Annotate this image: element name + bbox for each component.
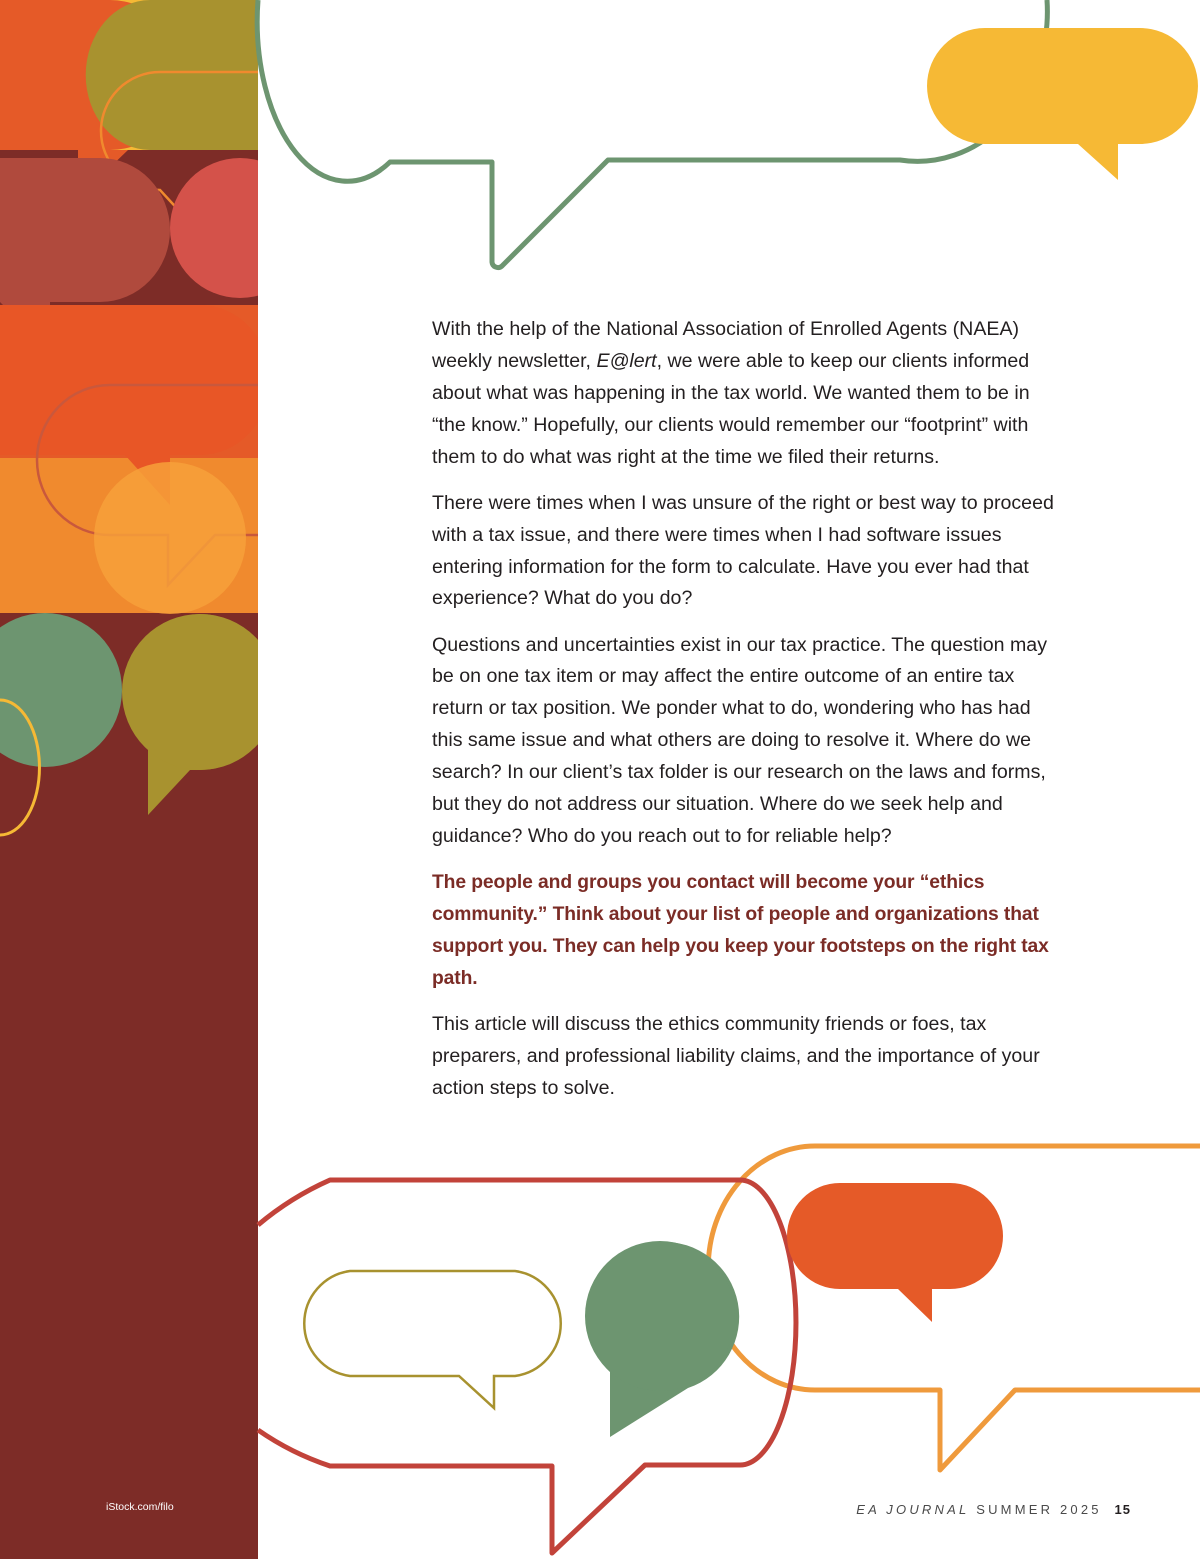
top-outline-bubble	[257, 0, 1047, 268]
speech-bubble-pattern-illustration	[0, 0, 258, 1559]
image-credit: iStock.com/filo	[106, 1501, 174, 1513]
issue-label: SUMMER 2025	[976, 1502, 1102, 1517]
paragraph-2: There were times when I was unsure of the right or best way to proceed with a tax issue, and there were times when I had software issues entering information for the form to calculate. Have you ever had that experience? What do you do?	[432, 491, 1054, 610]
paragraph-1-text: With the help of the National Association of Enrolled Agents (NAEA) weekly newsletter,	[432, 318, 1020, 372]
page-footer	[856, 1502, 1131, 1517]
red-outline-bubble	[258, 1180, 796, 1553]
olive-outline-bubble	[304, 1271, 560, 1408]
orange-red-bubble	[787, 1183, 1003, 1322]
yellow-bubble	[927, 28, 1198, 180]
pull-quote: The people and groups you contact will become your “ethics community.” Think about your list of people and organizations that support you. They can help you keep your footsteps on the right tax path.	[432, 872, 1049, 989]
paragraph-1	[432, 314, 1057, 474]
paragraph-4: This article will discuss the ethics community friends or foes, tax preparers, and professional liability claims, and the importance of your action steps to solve.	[432, 1012, 1040, 1099]
newsletter-name: E@lert	[596, 349, 657, 372]
paragraph-1-text-cont: , we were able to keep our clients informed about what was happening in the tax world. We wanted them to be in “the know.” Hopefully, our clients would remember our “footprint” with them to do what was right at the time we filed their returns.	[432, 349, 1030, 468]
journal-name: EA JOURNAL	[856, 1502, 970, 1517]
decorative-side-panel	[0, 0, 258, 1559]
sage-bubble	[586, 1242, 739, 1437]
article-body	[432, 314, 1057, 1119]
page-number: 15	[1114, 1502, 1131, 1517]
paragraph-3: Questions and uncertainties exist in our tax practice. The question may be on one tax item or may affect the entire outcome of an entire tax return or tax position. We ponder what to do, wondering who has had this same issue and what others are doing to resolve it. Where do we search? In our client’s tax folder is our research on the laws and forms, but they do not address our situation. Where do we seek help and guidance? Who do you reach out to for reliable help?	[432, 633, 1047, 847]
orange-outline-bubble	[708, 1146, 1200, 1470]
